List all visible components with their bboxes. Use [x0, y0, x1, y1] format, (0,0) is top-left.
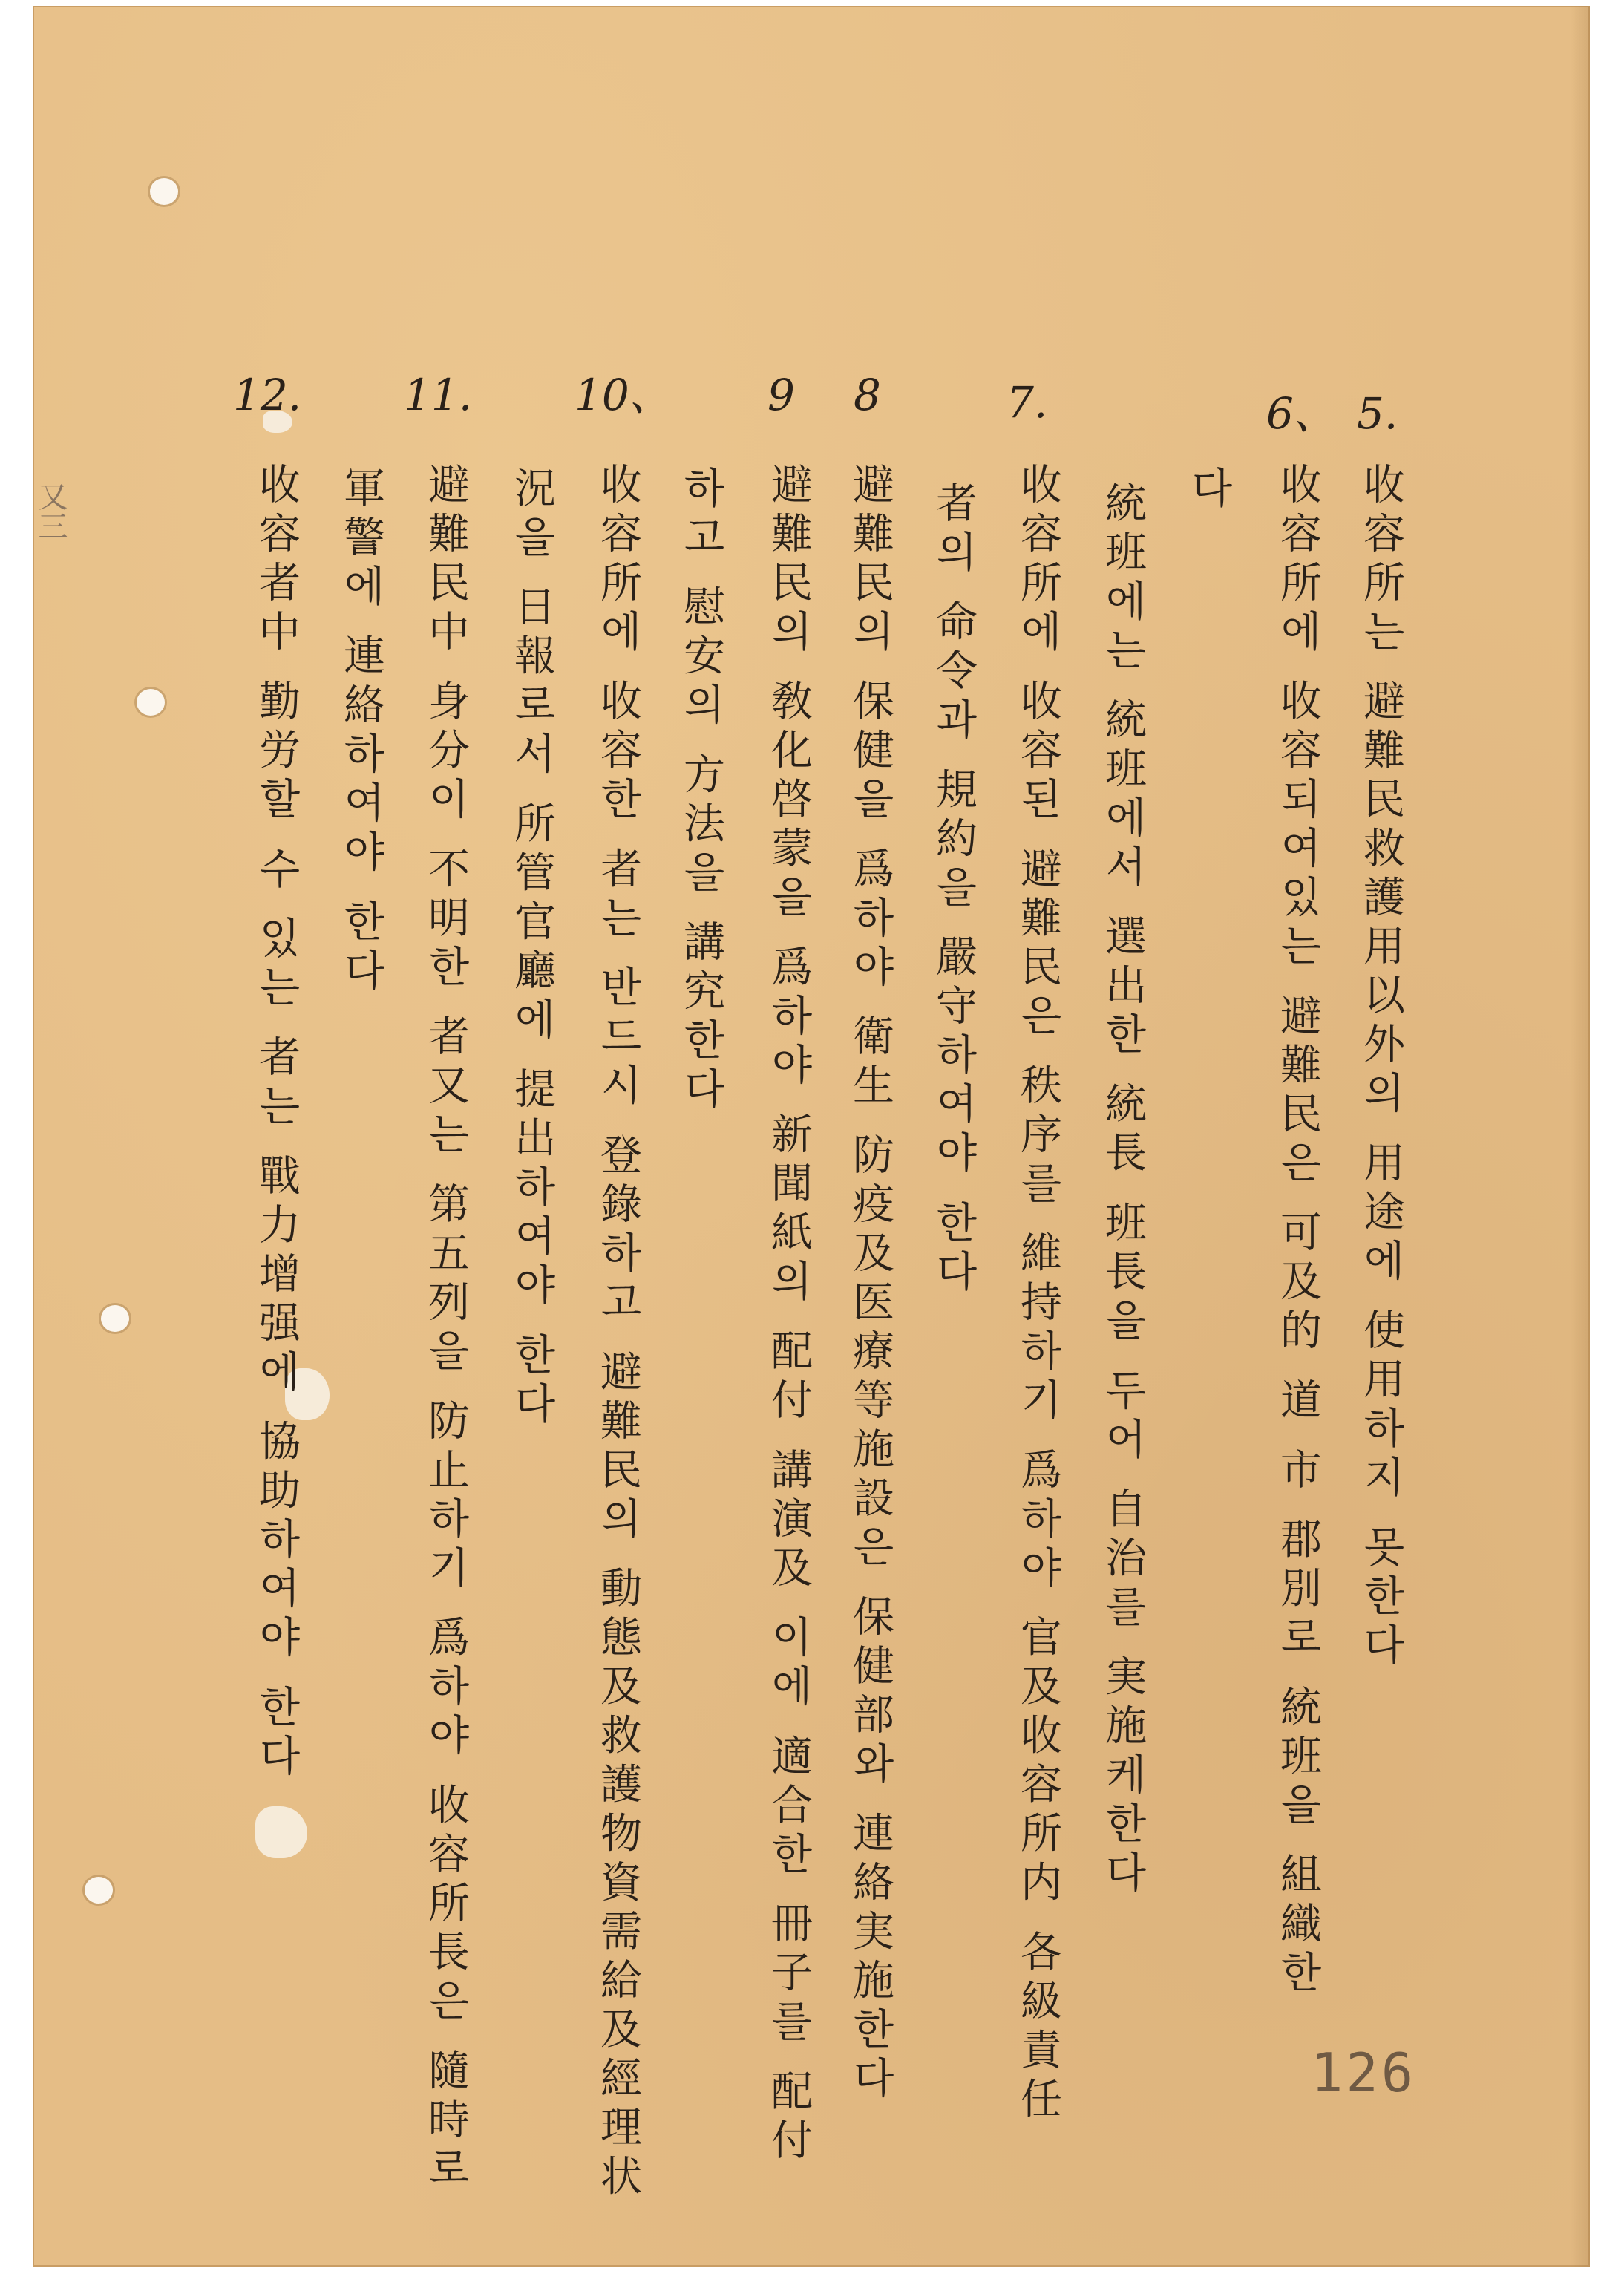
- item-9-line-1: 避難民의 敎化啓蒙을 爲하야 新聞紙의 配付 講演及 이에 適合한 冊子를 配付: [764, 463, 813, 2168]
- item-9-line-2: 하고 慰安의 方法을 講究한다: [677, 466, 725, 1117]
- page-number: 126: [1311, 2042, 1417, 2104]
- item-8-line-1: 避難民의 保健을 爲하야 衛生 防疫及医療等施設은 保健部와 連絡実施한다: [846, 463, 894, 2105]
- item-5-number: 5.: [1357, 388, 1398, 439]
- item-11-line-1: 避難民中 身分이 不明한 者又는 第五列을 防止하기 爲하야 收容所長은 隨時로: [422, 463, 470, 2196]
- item-6-line-1: 收容所에 收容되여있는 避難民은 可及的 道 市 郡別로 統班을 組織한: [1274, 463, 1322, 2000]
- item-5-line-1: 收容所는 避難民救護用以外의 用途에 使用하지 못한다: [1357, 463, 1405, 1673]
- item-10-line-1: 收容所에 收容한 者는 반드시 登錄하고 避難民의 動態及救護物資需給及經理状: [594, 463, 642, 2203]
- item-10-line-2: 況을 日報로서 所管官廳에 提出하여야 한다: [508, 466, 556, 1431]
- item-11-number: 11.: [404, 370, 473, 420]
- margin-mark: 又三: [33, 481, 68, 540]
- item-10-number: 10、: [574, 370, 672, 420]
- item-11-line-2: 軍警에 連絡하여야 한다: [337, 466, 385, 998]
- item-9-number: 9: [767, 370, 795, 420]
- paper-tear-lower: [255, 1806, 307, 1858]
- item-12-line-1: 收容者中 勤労할 수 있는 者는 戰力增强에 協助하여야 한다: [252, 463, 301, 1783]
- punch-hole-upper-middle: [137, 689, 165, 716]
- item-8-number: 8: [854, 370, 881, 420]
- document-page: [33, 6, 1590, 2267]
- item-6-number: 6、: [1266, 388, 1337, 439]
- item-7-number: 7.: [1006, 377, 1048, 428]
- item-6-line-2: 다: [1185, 466, 1233, 515]
- paper-edge-shadow: [1571, 6, 1590, 2267]
- punch-hole-bottom: [85, 1877, 113, 1904]
- item-12-number: 12.: [233, 370, 302, 420]
- item-7-line-2: 者의 命令과 規約을 嚴守하여야 한다: [929, 481, 978, 1299]
- punch-hole-top: [150, 178, 178, 205]
- punch-hole-lower-middle: [101, 1305, 129, 1332]
- item-7-line-1: 收容所에 收容된 避難民은 秩序를 維持하기 爲하야 官及收容所内 各級責任: [1014, 463, 1062, 2126]
- item-6-line-3: 統班에는 統班에서 選出한 統長 班長을 두어 自治를 実施케한다: [1099, 481, 1147, 1900]
